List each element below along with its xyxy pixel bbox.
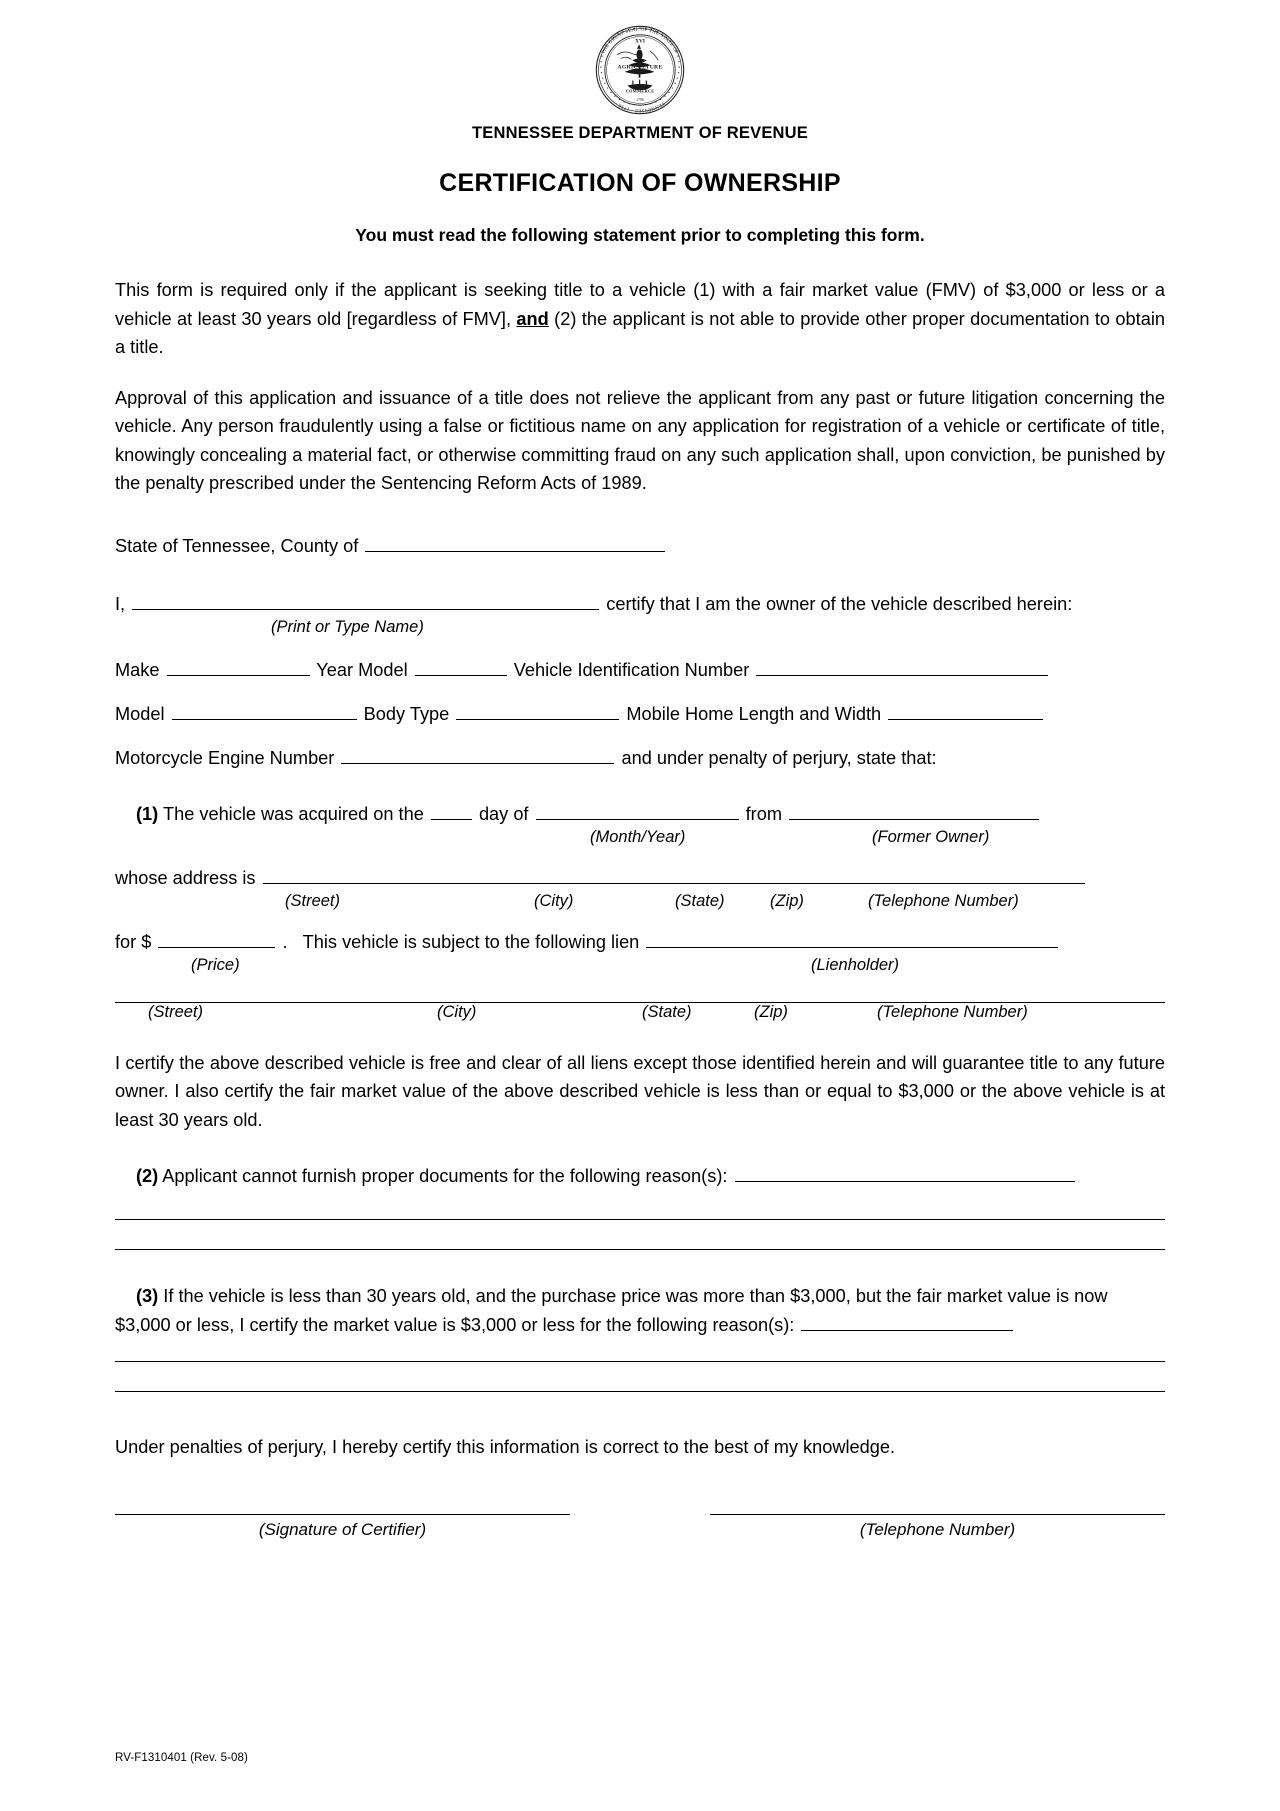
price-field[interactable] — [158, 930, 275, 948]
former-owner-address-row — [115, 864, 1165, 892]
svg-text:COMMERCE: COMMERCE — [625, 88, 655, 94]
lien-telephone-caption: (Telephone Number) — [877, 1002, 1028, 1021]
vin-field[interactable] — [756, 658, 1048, 676]
vin-label: Vehicle Identification Number — [513, 659, 750, 680]
intro-paragraph-2: Approval of this application and issuance of a title does not relieve the applicant from any past or future litigation concerning the vehicle. Any person fraudulently using a false or fictitious name on any application for registration of a vehicle or certificate of title, knowingly concealing a material fact, or otherwise committing fraud on any such application shall, upon conviction, be punished by the penalty prescribed under the Sentencing Reform Acts of 1989. — [115, 387, 1165, 493]
price-lien-row — [115, 928, 1165, 956]
former-owner-field[interactable] — [789, 802, 1039, 820]
price-prefix: for $ — [115, 931, 152, 952]
telephone-column — [710, 1514, 1165, 1540]
read-notice: You must read the following statement prior to completing this form. — [355, 225, 925, 245]
section1-caption-row — [115, 828, 1165, 852]
mobile-home-label: Mobile Home Length and Width — [626, 703, 882, 724]
certifier-name-field[interactable] — [132, 592, 599, 610]
svg-text:THE GREAT SEAL OF THE STATE OF: THE GREAT SEAL OF THE STATE OF — [601, 27, 679, 56]
tennessee-state-seal-icon — [592, 22, 688, 118]
year-model-label: Year Model — [316, 659, 408, 680]
city-caption: (City) — [534, 891, 574, 910]
signature-telephone-field[interactable] — [710, 1514, 1165, 1515]
telephone-caption: (Telephone Number) — [868, 891, 1019, 910]
county-field[interactable] — [365, 534, 665, 552]
section1-text-a: The vehicle was acquired on the — [162, 803, 424, 824]
perjury-line: Under penalties of perjury, I hereby certify this information is correct to the best of my knowledge. — [115, 1437, 896, 1457]
certifier-row — [115, 590, 1165, 618]
intro-p1-emphasis: and — [516, 308, 549, 329]
department-heading: TENNESSEE DEPARTMENT OF REVENUE — [472, 124, 808, 142]
price-period: . — [282, 931, 288, 952]
price-lien-caption-row — [115, 956, 1165, 980]
section1-text-b: day of — [478, 803, 529, 824]
lien-city-caption: (City) — [437, 1002, 477, 1021]
model-field[interactable] — [172, 702, 357, 720]
section2-reason-field[interactable] — [735, 1164, 1075, 1182]
svg-text:TENNESSEE · 1796 ·: TENNESSEE · 1796 · — [614, 99, 666, 113]
lienholder-field[interactable] — [646, 930, 1058, 948]
county-row — [115, 532, 1165, 560]
acquired-month-year-field[interactable] — [536, 802, 739, 820]
county-label: State of Tennessee, County of — [115, 535, 359, 556]
make-label: Make — [115, 659, 160, 680]
year-model-field[interactable] — [415, 658, 507, 676]
state-caption: (State) — [675, 891, 725, 910]
acquired-day-field[interactable] — [431, 802, 472, 820]
signature-caption: (Signature of Certifier) — [258, 1520, 427, 1539]
former-owner-caption: (Former Owner) — [872, 827, 990, 846]
section2-text: Applicant cannot furnish proper documents for the following reason(s): — [162, 1166, 728, 1186]
month-year-caption: (Month/Year) — [590, 827, 686, 846]
section2-number: (2) — [136, 1166, 159, 1186]
seal-container — [115, 22, 1165, 118]
section3-block — [115, 1282, 1165, 1339]
section3-number: (3) — [136, 1286, 159, 1306]
engine-suffix: and under penalty of perjury, state that: — [621, 747, 937, 768]
intro-paragraph-1 — [115, 276, 1165, 362]
intro-p1-part2: (2) the applicant is not able to provide other proper documentation to obtain a title. — [115, 308, 1165, 357]
price-caption: (Price) — [191, 955, 240, 974]
zip-caption: (Zip) — [770, 891, 804, 910]
lien-street-caption: (Street) — [148, 1002, 204, 1021]
certifier-caption-row — [115, 618, 1165, 642]
body-type-field[interactable] — [456, 702, 619, 720]
address-label: whose address is — [115, 867, 256, 888]
section1-acquired-row — [115, 800, 1165, 828]
engine-number-row — [115, 744, 1165, 772]
signature-column — [115, 1514, 570, 1540]
svg-text:· 1796 ·: · 1796 · — [633, 97, 647, 102]
signature-telephone-caption: (Telephone Number) — [859, 1520, 1016, 1539]
model-body-mobile-row — [115, 700, 1165, 728]
former-owner-address-field[interactable] — [263, 866, 1085, 884]
page-title: CERTIFICATION OF OWNERSHIP — [439, 169, 841, 197]
certifier-suffix: certify that I am the owner of the vehicle described herein: — [606, 593, 1073, 614]
certifier-prefix: I, — [115, 593, 126, 614]
section3-text: If the vehicle is less than 30 years old, and the purchase price was more than $3,000, but the fair market value is now $3,000 or less, I certify the market value is $3,000 or less for the following reason(s): — [115, 1286, 1108, 1335]
lienholder-caption: (Lienholder) — [811, 955, 900, 974]
section1-text-c: from — [745, 803, 782, 824]
signature-field[interactable] — [115, 1514, 570, 1515]
intro-p1-part1: This form is required only if the applicant is seeking title to a vehicle (1) with a fair market value (FMV) of $3,000 or less or a vehicle at least 30 years old [regardless of FMV], — [115, 280, 1165, 329]
street-caption: (Street) — [285, 891, 341, 910]
lien-zip-caption: (Zip) — [754, 1002, 788, 1021]
engine-field[interactable] — [341, 746, 614, 764]
section3-reason-field[interactable] — [801, 1313, 1013, 1331]
engine-label: Motorcycle Engine Number — [115, 747, 335, 768]
section1-number: (1) — [136, 803, 159, 824]
lien-text: This vehicle is subject to the following lien — [302, 931, 640, 952]
address-caption-row — [115, 892, 1165, 916]
make-field[interactable] — [167, 658, 310, 676]
certify-paragraph: I certify the above described vehicle is free and clear of all liens except those identified herein and will guarantee title to any future owner. I also certify the fair market value of the above described vehicle is less than or equal to $3,000 or the above vehicle is at least 30 years old. — [115, 1052, 1165, 1130]
form-code: RV-F1310401 (Rev. 5-08) — [115, 1752, 248, 1764]
print-name-caption: (Print or Type Name) — [271, 617, 424, 636]
signature-block — [115, 1514, 1165, 1540]
model-label: Model — [115, 703, 165, 724]
body-type-label: Body Type — [363, 703, 450, 724]
lien-state-caption: (State) — [642, 1002, 692, 1021]
svg-text:AGRICULTURE: AGRICULTURE — [617, 64, 663, 71]
lienholder-address-caption-row — [115, 1003, 1165, 1027]
section2-row — [115, 1162, 1165, 1190]
svg-text:XVI: XVI — [635, 38, 645, 45]
mobile-home-field[interactable] — [888, 702, 1043, 720]
make-year-vin-row — [115, 656, 1165, 684]
